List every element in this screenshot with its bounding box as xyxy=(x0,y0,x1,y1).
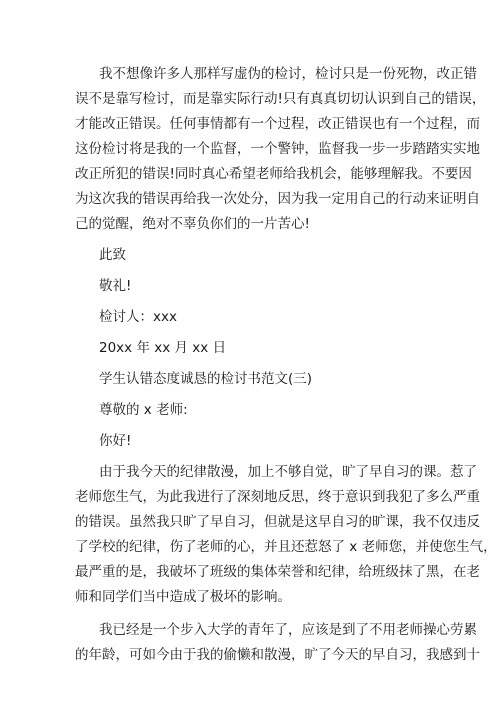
author-signature: 检讨人：xxx xyxy=(99,309,177,325)
paragraph-line: 为这次我的错误再给我一次处分，因为我一定用自己的行动来证明自 xyxy=(75,191,480,207)
paragraph-line: 老师您生气，为此我进行了深刻地反思，终于意识到我犯了多么严重 xyxy=(75,489,480,505)
paragraph-1 xyxy=(75,62,486,237)
paragraph-line: 最严重的是，我破坏了班级的集体荣誉和纪律，给班级抹了黑，在老 xyxy=(75,564,480,580)
paragraph-line: 这份检讨将是我的一个监督，一个警钟，监督我一步一步踏踏实实地 xyxy=(75,141,480,157)
closing-ci-zhi: 此致 xyxy=(99,247,126,263)
closing-jing-li: 敬礼! xyxy=(99,278,132,294)
paragraph-3 xyxy=(75,618,480,668)
greeting-hello: 你好! xyxy=(99,433,132,449)
paragraph-2 xyxy=(75,460,497,610)
paragraph-line: 改正所犯的错误!同时真心希望老师给我机会，能够理解我。不要因 xyxy=(75,166,472,182)
paragraph-line: 己的觉醒，绝对不辜负你们的一片苦心! xyxy=(75,216,310,232)
paragraph-line: 我不想像许多人那样写虚伪的检讨，检讨只是一份死物，改正错 xyxy=(99,66,477,82)
paragraph-line: 我已经是一个步入大学的青年了，应该是到了不用老师操心劳累 xyxy=(99,622,477,638)
document-body xyxy=(75,62,497,668)
paragraph-line: 才能改正错误。任何事情都有一个过程，改正错误也有一个过程，而 xyxy=(75,116,480,132)
section-title: 学生认错态度诚恳的检讨书范文(三) xyxy=(99,371,313,387)
salutation: 尊敬的 x 老师: xyxy=(99,402,188,418)
paragraph-line: 由于我今天的纪律散漫，加上不够自觉，旷了早自习的课。惹了 xyxy=(99,464,477,480)
paragraph-line: 了学校的纪律，伤了老师的心，并且还惹怒了 x 老师您，并使您生气， xyxy=(75,539,497,555)
letter-date: 20xx 年 xx 月 xx 日 xyxy=(99,340,227,356)
paragraph-line: 的错误。虽然我只旷了早自习，但就是这早自习的旷课，我不仅违反 xyxy=(75,514,480,530)
paragraph-line: 误不是靠写检讨，而是靠实际行动!只有真真切切认识到自己的错误， xyxy=(75,91,486,107)
paragraph-line: 的年龄，可如今由于我的偷懒和散漫，旷了今天的早自习，我感到十 xyxy=(75,647,480,663)
paragraph-line: 师和同学们当中造成了极坏的影响。 xyxy=(75,589,291,605)
